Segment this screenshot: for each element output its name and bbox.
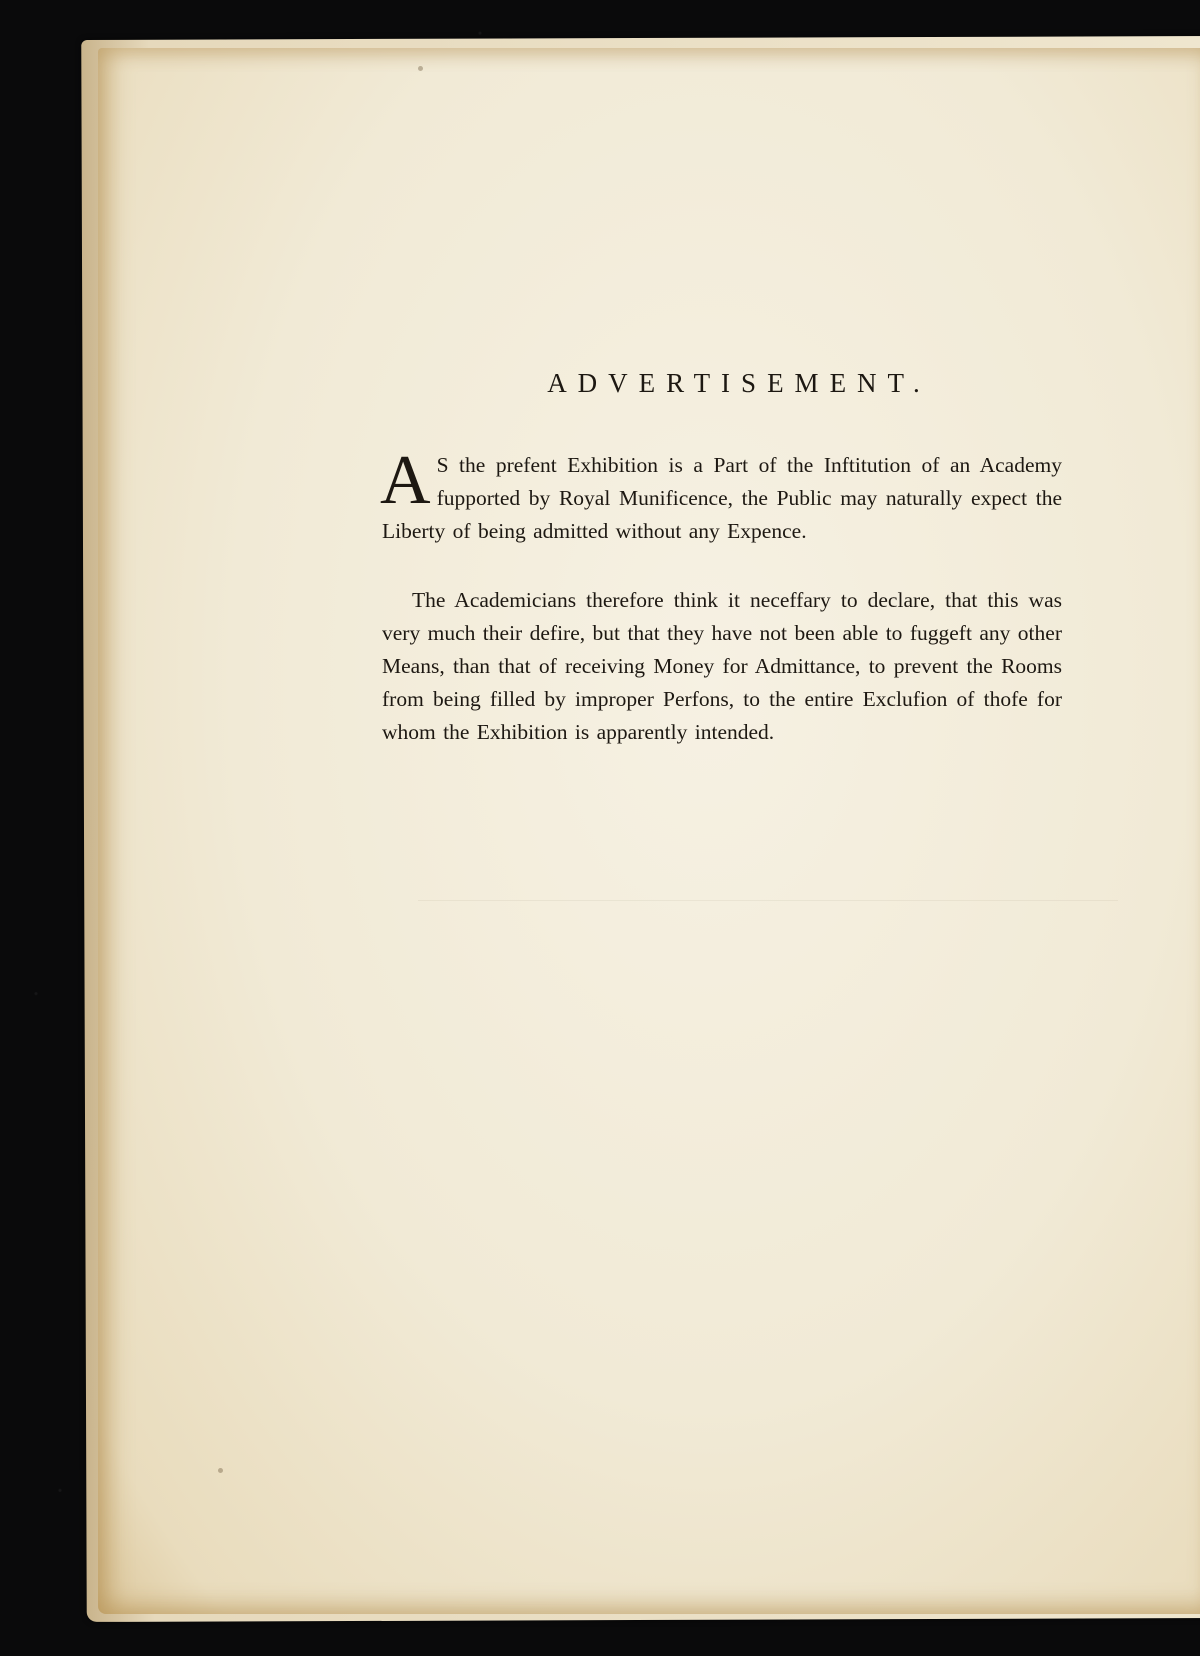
paragraph-1: [380, 442, 1062, 548]
paper-spot: [418, 66, 423, 71]
show-through-text: [98, 218, 1200, 298]
paragraph-2-text: The Academicians therefore think it neceffary to declare, that this was very much their defire, but that they have not been able to fuggeft any other Means, than that of receiving Money for Admittance, to prevent the Rooms from being filled by improper Perfons, to the entire Exclufion of thofe for whom the Exhibition is apparently intended.: [382, 588, 1062, 744]
show-through-text: [98, 128, 1200, 154]
text-block: [382, 368, 1062, 749]
paragraph-1-text: S the prefent Exhibition is a Part of the Inftitution of an Academy fupported by Royal Munificence, the Public may naturally expect the Liberty of being admitted without any Expence.: [382, 453, 1062, 543]
paper-spot: [218, 1468, 223, 1473]
paragraph-2: [382, 584, 1062, 749]
drop-cap: A: [380, 442, 431, 519]
show-through-rule: [418, 900, 1118, 901]
page-heading: ADVERTISEMENT.: [547, 368, 931, 398]
document-page: [98, 48, 1200, 1614]
